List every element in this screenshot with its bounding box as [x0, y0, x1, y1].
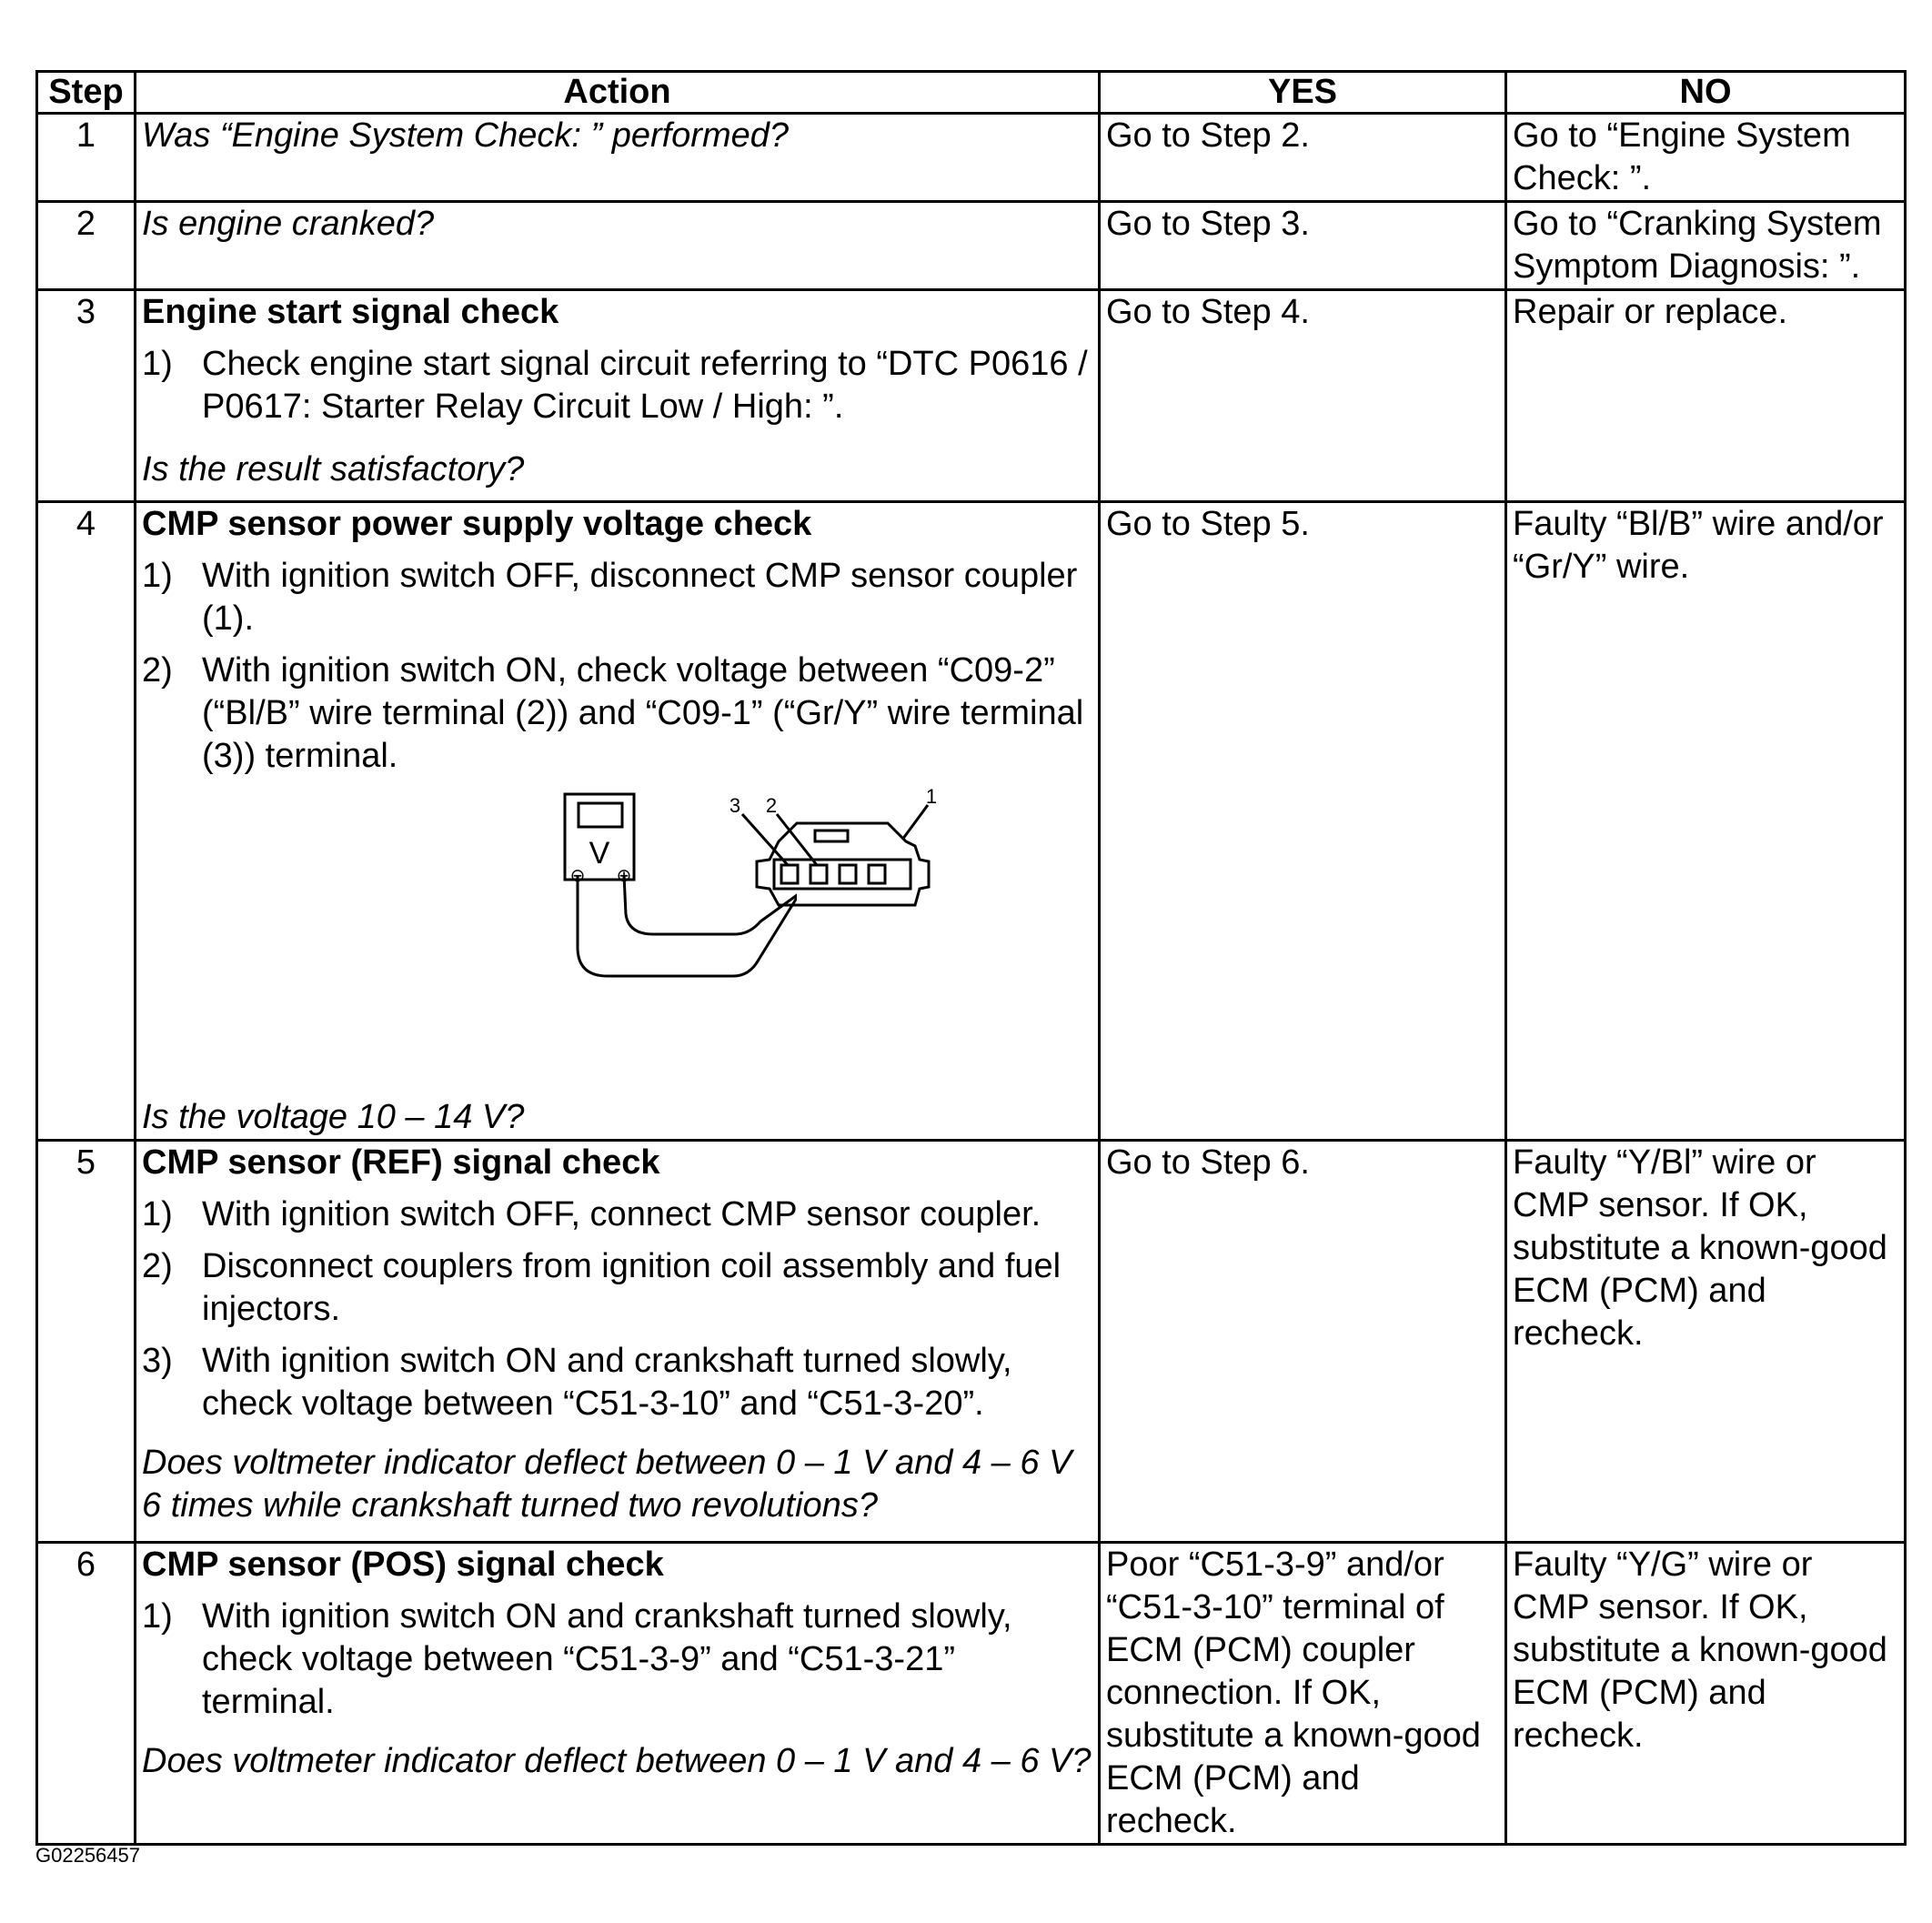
header-step: Step — [37, 72, 136, 114]
action-cell — [136, 1543, 1100, 1845]
action-step: 1) With ignition switch OFF, connect CMP sensor coupler. — [142, 1195, 1041, 1233]
action-step: 1) With ignition switch ON and crankshaft turned slowly, check voltage between “C51-3-9” and “C51-3-21” terminal. — [142, 1597, 1012, 1721]
header-action: Action — [136, 72, 1100, 114]
action-title: CMP sensor (REF) signal check — [142, 1143, 660, 1182]
no-cell: Repair or replace. — [1506, 290, 1906, 502]
action-cell — [136, 290, 1100, 502]
no-cell: Faulty “Y/Bl” wire or CMP sensor. If OK, substitute a known-good ECM (PCM) and recheck. — [1506, 1141, 1906, 1543]
step-number: 3 — [37, 290, 136, 502]
yes-cell: Go to Step 2. — [1100, 114, 1506, 202]
coupler-lock-tab — [815, 831, 848, 841]
minus-terminal-icon: ⊖ — [569, 866, 586, 886]
callout-2: 2 — [765, 794, 778, 817]
action-cell — [136, 502, 1100, 1141]
terminal-pin — [840, 865, 856, 883]
action-question: Does voltmeter indicator deflect between 0 – 1 V and 4 – 6 V 6 times while crankshaft turned two revolutions? — [142, 1444, 1072, 1525]
header-yes: YES — [1100, 72, 1506, 114]
diagnosis-table — [35, 70, 1907, 1846]
meter-label: V — [589, 836, 610, 871]
action-question: Is engine cranked? — [142, 205, 435, 243]
step-number: 6 — [37, 1543, 136, 1845]
leader-line-2 — [777, 814, 817, 865]
yes-cell: Poor “C51-3-9” and/or “C51-3-10” terminal of ECM (PCM) coupler connection. If OK, substitute a known-good ECM (PCM) and recheck. — [1100, 1543, 1506, 1845]
voltmeter-display — [579, 803, 622, 827]
yes-cell: Go to Step 5. — [1100, 502, 1506, 1141]
step-number: 2 — [37, 202, 136, 290]
step-number: 1 — [37, 114, 136, 202]
yes-cell: Go to Step 4. — [1100, 290, 1506, 502]
action-title: CMP sensor power supply voltage check — [142, 505, 812, 543]
action-title: CMP sensor (POS) signal check — [142, 1545, 664, 1584]
terminal-pin-2 — [810, 865, 827, 883]
action-step: 2) With ignition switch ON, check voltage between “C09-2” (“Bl/B” wire terminal (2)) and “C09-1” (“Gr/Y” wire terminal (3)) terminal. — [142, 651, 1084, 775]
action-step: 1) Check engine start signal circuit referring to “DTC P0616 / P0617: Starter Relay Circuit Low / High: ”. — [142, 345, 1088, 426]
yes-cell: Go to Step 6. — [1100, 1141, 1506, 1543]
table-row — [37, 290, 1906, 502]
table-row — [37, 1543, 1906, 1845]
action-step: 2) Disconnect couplers from ignition coil assembly and fuel injectors. — [142, 1247, 1062, 1328]
no-cell: Faulty “Bl/B” wire and/or “Gr/Y” wire. — [1506, 502, 1906, 1141]
header-row — [37, 72, 1906, 114]
action-step: 1) With ignition switch OFF, disconnect CMP sensor coupler (1). — [142, 557, 1078, 638]
table-row — [37, 1141, 1906, 1543]
figure-id: G02256457 — [35, 1844, 140, 1867]
action-question: Does voltmeter indicator deflect between 0 – 1 V and 4 – 6 V? — [142, 1742, 1092, 1780]
callout-3: 3 — [729, 794, 741, 817]
cmp-sensor-coupler — [724, 787, 961, 969]
terminal-pin — [869, 865, 885, 883]
header-no: NO — [1506, 72, 1906, 114]
leader-line-1 — [902, 805, 928, 840]
action-cell — [136, 114, 1100, 202]
action-step: 3) With ignition switch ON and crankshaft turned slowly, check voltage between “C51-3-10” and “C51-3-20”. — [142, 1342, 1012, 1423]
no-cell: Go to “Cranking System Symptom Diagnosis: ”. — [1506, 202, 1906, 290]
no-cell: Go to “Engine System Check: ”. — [1506, 114, 1906, 202]
action-cell — [136, 202, 1100, 290]
step-number: 4 — [37, 502, 136, 1141]
action-question: Is the result satisfactory? — [142, 450, 525, 488]
action-cell — [136, 1141, 1100, 1543]
action-title: Engine start signal check — [142, 293, 559, 331]
table-row — [37, 502, 1906, 1141]
callout-1: 1 — [925, 787, 938, 808]
no-cell: Faulty “Y/G” wire or CMP sensor. If OK, substitute a known-good ECM (PCM) and recheck. — [1506, 1543, 1906, 1845]
table-row — [37, 202, 1906, 290]
yes-cell: Go to Step 3. — [1100, 202, 1506, 290]
table-row — [37, 114, 1906, 202]
plus-terminal-icon: ⊕ — [616, 866, 632, 886]
voltmeter-connector-diagram — [142, 787, 1092, 1096]
action-question: Is the voltage 10 – 14 V? — [142, 1098, 525, 1136]
step-number: 5 — [37, 1141, 136, 1543]
action-question: Was “Engine System Check: ” performed? — [142, 116, 790, 155]
terminal-pin-3 — [781, 865, 798, 883]
